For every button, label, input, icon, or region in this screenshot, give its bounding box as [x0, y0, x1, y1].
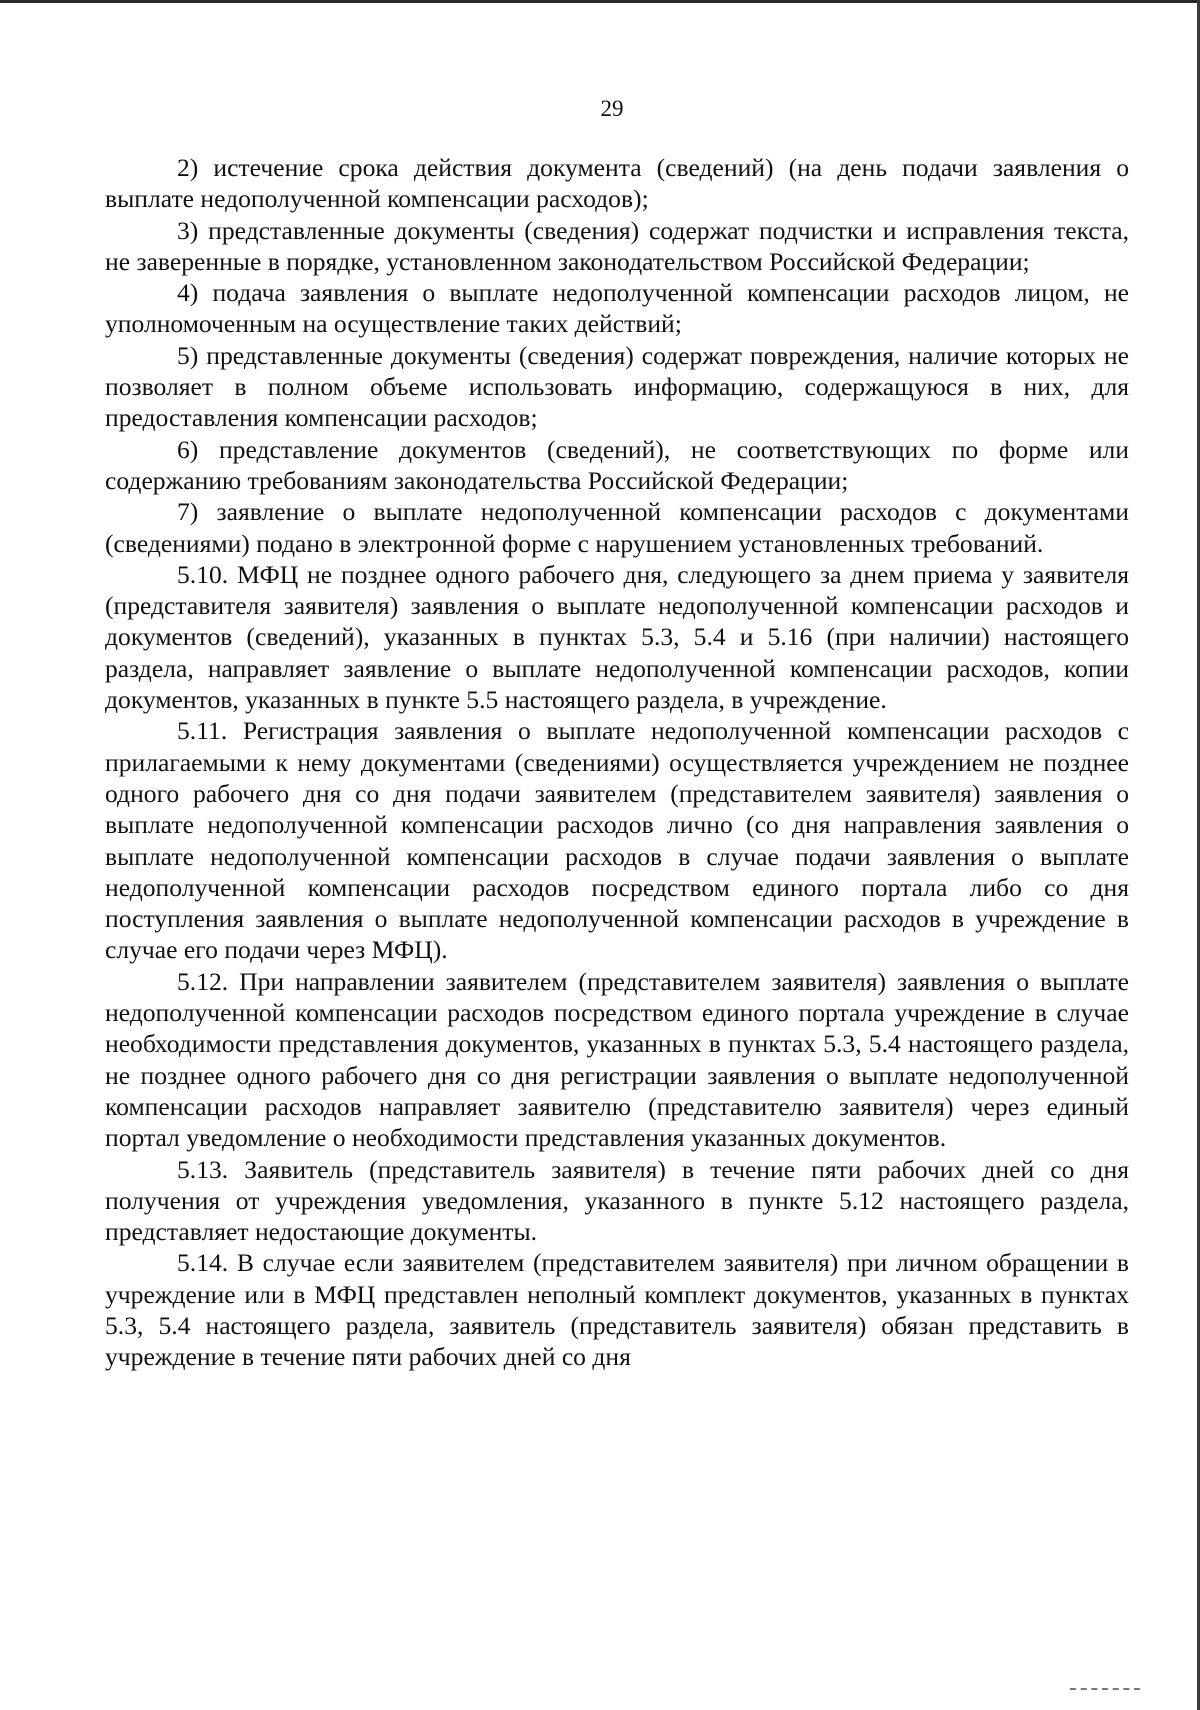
- clause-5-13: 5.13. Заявитель (представитель заявителя) в течение пяти рабочих дней со дня получения от учреждения уведомления, указанного в пункте 5.12 настоящего раздела, представляет недостающие документы.: [105, 1154, 1129, 1247]
- clause-5-10: 5.10. МФЦ не позднее одного рабочего дня, следующего за днем приема у заявителя (представителя заявителя) заявления о выплате недополученной компенсации расходов и документов (сведений), указанных в пунктах 5.3, 5.4 и 5.16 (при наличии) настоящего раздела, направляет заявление о выплате недополученной компенсации расходов, копии документов, указанных в пункте 5.5 настоящего раздела, в учреждение.: [105, 559, 1129, 715]
- scan-footer-mark: [1070, 1688, 1140, 1692]
- clause-5-12: 5.12. При направлении заявителем (представителем заявителя) заявления о выплате недополученной компенсации расходов посредством единого портала учреждение в случае необходимости представления документов, указанных в пунктах 5.3, 5.4 настоящего раздела, не позднее одного рабочего дня со дня регистрации заявления о выплате недополученной компенсации расходов направляет заявителю (представителю заявителя) через единый портал уведомление о необходимости представления указанных документов.: [105, 966, 1129, 1153]
- clause-5-11: 5.11. Регистрация заявления о выплате недополученной компенсации расходов с прилагаемыми к нему документами (сведениями) осуществляется учреждением не позднее одного рабочего дня со дня подачи заявителем (представителем заявителя) заявления о выплате недополученной компенсации расходов лично (со дня направления заявления о выплате недополученной компенсации расходов в случае подачи заявления о выплате недополученной компенсации расходов посредством единого портала либо со дня поступления заявления о выплате недополученной компенсации расходов в учреждение в случае его подачи через МФЦ).: [105, 716, 1129, 965]
- list-item-6: 6) представление документов (сведений), не соответствующих по форме или содержанию требованиям законодательства Российской Федерации;: [105, 434, 1129, 495]
- document-body: [105, 152, 1129, 1373]
- list-item-2: 2) истечение срока действия документа (сведений) (на день подачи заявления о выплате недополученной компенсации расходов);: [105, 153, 1129, 214]
- list-item-3: 3) представленные документы (сведения) содержат подчистки и исправления текста, не заверенные в порядке, установленном законодательством Российской Федерации;: [105, 215, 1129, 276]
- list-item-5: 5) представленные документы (сведения) содержат повреждения, наличие которых не позволяет в полном объеме использовать информацию, содержащуюся в них, для предоставления компенсации расходов;: [105, 340, 1129, 433]
- list-item-7: 7) заявление о выплате недополученной компенсации расходов с документами (сведениями) подано в электронной форме с нарушением установленных требований.: [105, 497, 1129, 558]
- scan-top-border: [0, 0, 1200, 3]
- page-number: 29: [600, 96, 624, 121]
- list-item-4: 4) подача заявления о выплате недополученной компенсации расходов лицом, не уполномоченным на осуществление таких действий;: [105, 278, 1129, 339]
- clause-5-14: 5.14. В случае если заявителем (представителем заявителя) при личном обращении в учреждение или в МФЦ представлен неполный комплект документов, указанных в пунктах 5.3, 5.4 настоящего раздела, заявитель (представитель заявителя) обязан представить в учреждение в течение пяти рабочих дней со дня: [105, 1248, 1129, 1372]
